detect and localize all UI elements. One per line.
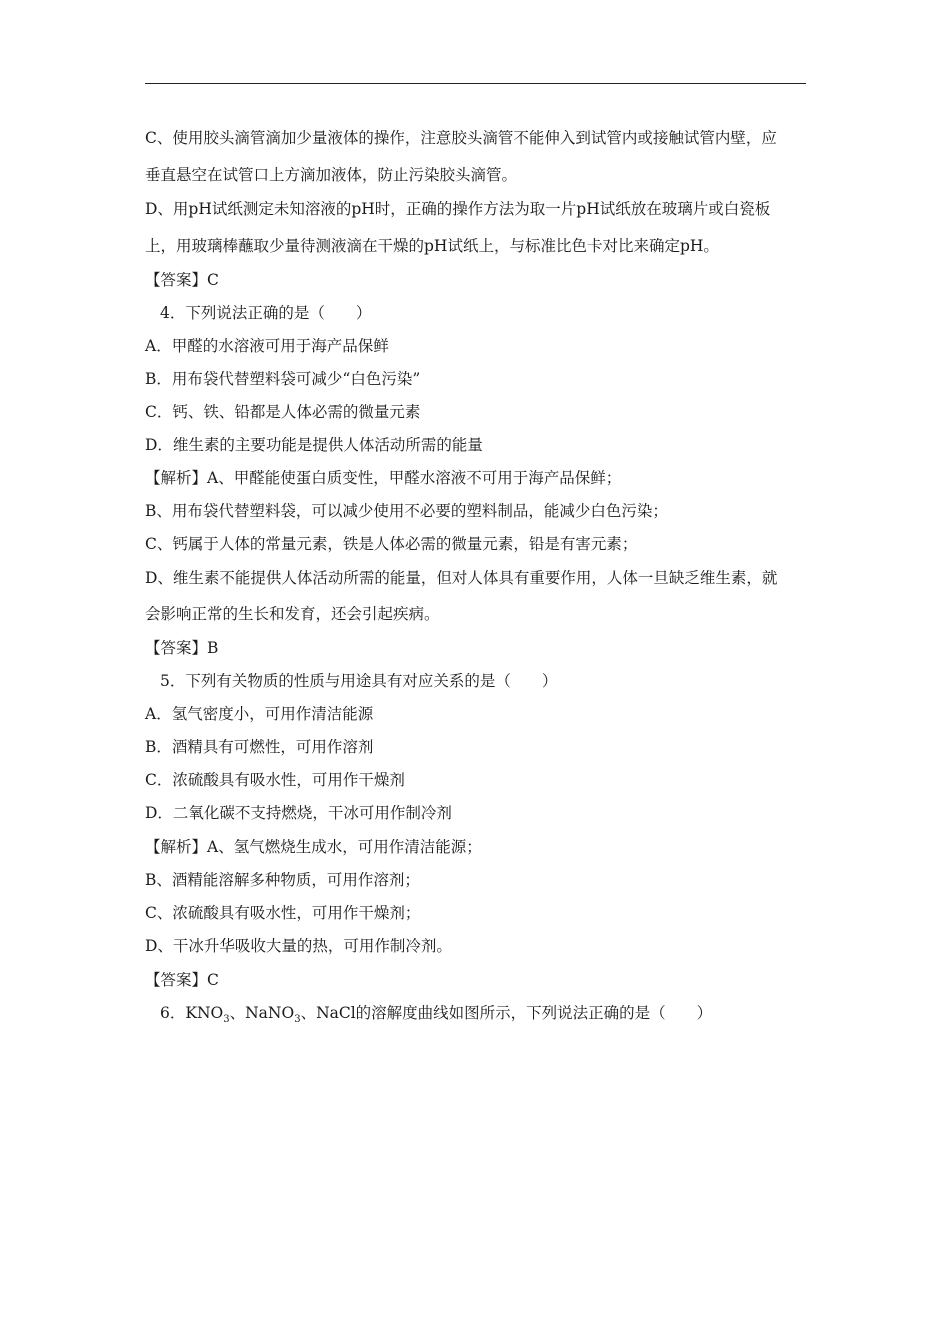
q5-analysis-c: C、浓硫酸具有吸水性，可用作干燥剂； — [145, 904, 421, 922]
q5-option-b: B．酒精具有可燃性，可用作溶剂 — [145, 738, 374, 756]
q6-subscript-2: 3 — [294, 1014, 301, 1026]
q4-option-a: A．甲醛的水溶液可用于海产品保鲜 — [145, 337, 389, 355]
question-4: 4．下列说法正确的是（ ） — [160, 304, 372, 322]
q5-option-c: C．浓硫酸具有吸水性，可用作干燥剂 — [145, 771, 405, 789]
q5-analysis-d: D、干冰升华吸收大量的热，可用作制冷剂。 — [145, 937, 452, 955]
analysis-line-d-cont: 上，用玻璃棒蘸取少量待测液滴在干燥的pH试纸上，与标准比色卡对比来确定pH。 — [145, 237, 719, 255]
q4-answer: 【答案】B — [145, 639, 219, 657]
q4-analysis-d: D、维生素不能提供人体活动所需的能量，但对人体具有重要作用，人体一旦缺乏维生素，就 — [145, 569, 778, 587]
q4-analysis-d-cont: 会影响正常的生长和发育，还会引起疾病。 — [145, 605, 440, 623]
answer-line: 【答案】C — [145, 271, 219, 289]
q4-analysis-b: B、用布袋代替塑料袋，可以减少使用不必要的塑料制品，能减少白色污染； — [145, 502, 668, 520]
q4-analysis-a: 【解析】A、甲醛能使蛋白质变性，甲醛水溶液不可用于海产品保鲜； — [145, 469, 622, 487]
q6-kno3: KNO — [185, 1004, 224, 1022]
q4-option-d: D．维生素的主要功能是提供人体活动所需的能量 — [145, 436, 483, 454]
q6-nano3: 、NaNO — [229, 1004, 295, 1022]
q5-answer: 【答案】C — [145, 971, 219, 989]
analysis-line-d: D、用pH试纸测定未知溶液的pH时，正确的操作方法为取一片pH试纸放在玻璃片或白瓷板 — [145, 200, 771, 218]
q6-question-text: 、NaCl的溶解度曲线如图所示，下列说法正确的是（ ） — [300, 1004, 713, 1022]
analysis-line-c-cont: 垂直悬空在试管口上方滴加液体，防止污染胶头滴管。 — [145, 166, 518, 184]
q6-subscript-1: 3 — [223, 1014, 230, 1026]
q5-analysis-a: 【解析】A、氢气燃烧生成水，可用作清洁能源； — [145, 838, 482, 856]
header-rule — [145, 83, 806, 84]
analysis-line-c: C、使用胶头滴管滴加少量液体的操作，注意胶头滴管不能伸入到试管内或接触试管内壁，应 — [145, 129, 777, 147]
q5-option-d: D．二氧化碳不支持燃烧，干冰可用作制冷剂 — [145, 804, 452, 822]
q5-analysis-b: B、酒精能溶解多种物质，可用作溶剂； — [145, 871, 420, 889]
q4-option-b: B．用布袋代替塑料袋可减少“白色污染” — [145, 370, 421, 388]
q5-option-a: A．氢气密度小，可用作清洁能源 — [145, 705, 374, 723]
question-6 — [160, 1003, 825, 1030]
q4-option-c: C．钙、铁、铅都是人体必需的微量元素 — [145, 403, 421, 421]
q6-number: 6． — [160, 1004, 186, 1022]
q4-analysis-c: C、钙属于人体的常量元素，铁是人体必需的微量元素，铅是有害元素； — [145, 535, 638, 553]
question-5: 5．下列有关物质的性质与用途具有对应关系的是（ ） — [160, 672, 558, 690]
